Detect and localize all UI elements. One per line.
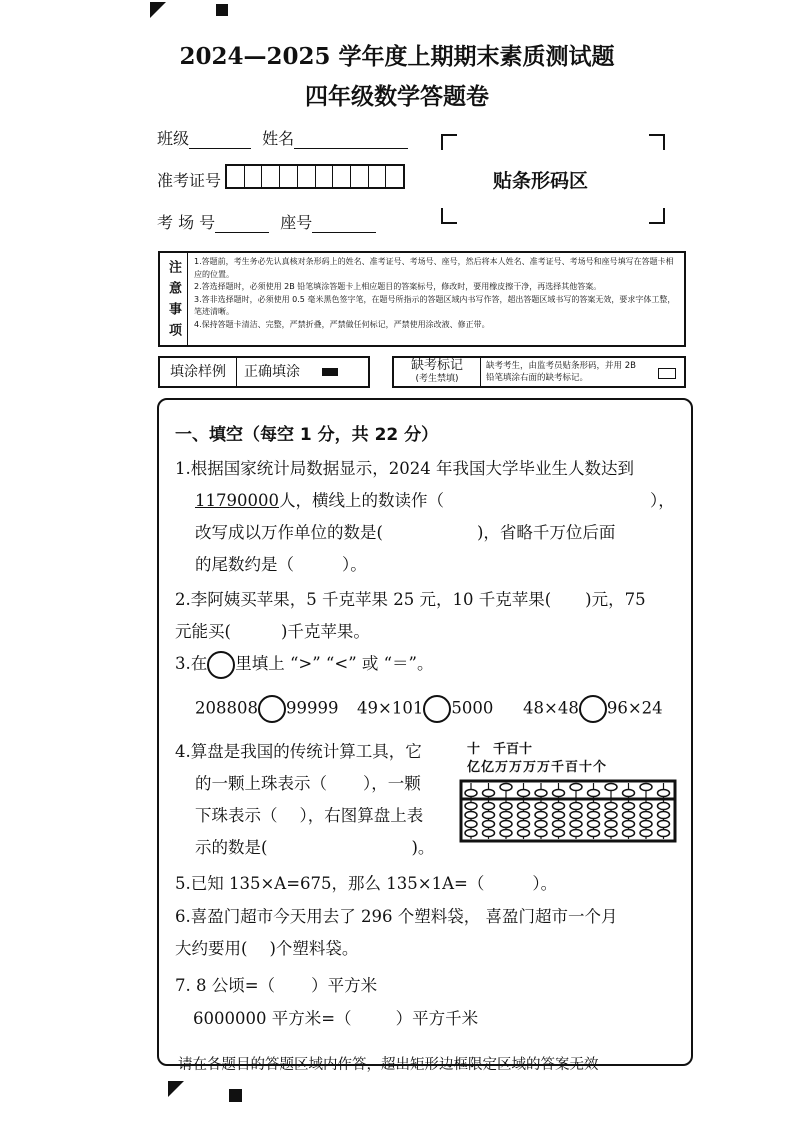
room-row [157, 210, 376, 233]
registration-mark-triangle-top [150, 2, 166, 18]
absent-checkbox[interactable] [658, 368, 676, 379]
class-field[interactable] [189, 130, 251, 149]
correct-fill-mark [322, 368, 338, 376]
abacus-upper-bead [465, 790, 477, 797]
notice-item: 1.答题前，考生务必先认真核对条形码上的姓名、准考证号、考场号、座号，然后将本人姓名、准考证号、考场号和座号填写在答题卡相应的位置。 [194, 257, 674, 279]
question-4-line-2 [195, 770, 421, 794]
abacus-lower-bead [640, 830, 652, 837]
question-4-line-1: 4.算盘是我国的传统计算工具，它 [175, 742, 422, 761]
id-number-boxes[interactable] [225, 164, 405, 189]
question-3-line-1 [175, 650, 434, 679]
class-label: 班级 [157, 129, 190, 148]
abacus-lower-bead [518, 821, 530, 828]
question-6-line-1: 6.喜盈门超市今天用去了 296 个塑料袋， 喜盈门超市一个月 [175, 907, 618, 926]
question-5-text-end: ）。 [532, 874, 558, 893]
question-2-line-2 [175, 618, 370, 642]
abacus-lower-bead [658, 803, 670, 810]
abacus-lower-bead [588, 830, 600, 837]
abacus-upper-bead [535, 790, 547, 797]
compare-right: 96×24 [606, 698, 663, 718]
question-3-text: 3.在 [175, 654, 208, 673]
barcode-area-label: 贴条形码区 [493, 170, 589, 192]
page-subtitle: 四年级数学答题卷 [305, 83, 489, 110]
question-4-line-4 [195, 834, 434, 858]
abacus-lower-bead [570, 821, 582, 828]
question-7-text-end: ）平方米 [311, 976, 378, 995]
notice-heading: 注意事项 [160, 253, 188, 345]
question-1-text: 的尾数约是（ [195, 555, 294, 574]
abacus-lower-bead [553, 830, 565, 837]
abacus-lower-bead [640, 803, 652, 810]
abacus-lower-bead [483, 803, 495, 810]
compare-circle[interactable] [423, 695, 451, 723]
abacus-lower-bead [465, 830, 477, 837]
abacus-lower-bead [623, 803, 635, 810]
question-3-item-b [357, 695, 493, 723]
abacus-upper-bead [483, 790, 495, 797]
abacus-rods [465, 783, 670, 839]
abacus-upper-bead [518, 790, 530, 797]
abacus-lower-bead [483, 812, 495, 819]
abacus-upper-bead [570, 784, 582, 791]
question-4-text: 下珠表示（ [195, 806, 278, 825]
seat-field[interactable] [312, 214, 376, 233]
abacus-lower-bead [553, 803, 565, 810]
abacus-illustration [459, 779, 677, 843]
abacus-lower-bead [640, 821, 652, 828]
correct-fill-label: 正确填涂 [244, 364, 300, 380]
compare-left: 208808 [195, 698, 258, 718]
question-5 [175, 870, 557, 894]
circle-icon [207, 651, 235, 679]
abacus-upper-bead [658, 790, 670, 797]
abacus-lower-bead [483, 830, 495, 837]
question-5-text: 5.已知 135×A=675，那么 135×1A=（ [175, 874, 485, 893]
page-title: 2024—2025 学年度上期期末素质测试题 [179, 43, 615, 70]
abacus-lower-bead [518, 830, 530, 837]
notice-item: 2.答选择题时，必须使用 2B 铅笔填涂答题卡上相应题目的答案标号，修改时，要用橡皮擦干净，再选择其他答案。 [194, 282, 602, 291]
notice-item: 3.答非选择题时，必须使用 0.5 毫米黑色签字笔，在题号所指示的答题区域内书写作答，超出答题区域书写的答案无效，要求字体工整，笔迹清晰。 [194, 294, 676, 316]
question-6-text-end: )个塑料袋。 [269, 939, 359, 958]
abacus-lower-bead [535, 830, 547, 837]
question-3-item-c [523, 695, 663, 723]
class-row [157, 126, 408, 149]
compare-left: 49×101 [357, 698, 424, 718]
abacus-upper-bead [640, 784, 652, 791]
abacus-lower-bead [465, 821, 477, 828]
question-1-text-end: ）。 [342, 555, 367, 574]
absent-sublabel: (考生禁填) [415, 374, 459, 384]
abacus-lower-bead [535, 812, 547, 819]
question-2-text-end: )千克苹果。 [280, 622, 370, 641]
question-1-line-2 [195, 487, 675, 511]
abacus-upper-bead [553, 790, 565, 797]
barcode-corner-tl [441, 134, 457, 150]
question-1-line-4 [195, 551, 367, 575]
question-1-text-end: ）， [649, 491, 675, 510]
question-4-text: 的一颗上珠表示（ [195, 774, 327, 793]
abacus-lower-bead [553, 812, 565, 819]
fill-sample-box [158, 356, 370, 388]
section-title: 一、填空（每空 1 分，共 22 分） [175, 425, 439, 445]
abacus-lower-bead [483, 821, 495, 828]
abacus-lower-bead [500, 821, 512, 828]
question-3-text-end: 里填上 “>” “<” 或 “＝”。 [235, 654, 434, 673]
abacus-lower-bead [640, 812, 652, 819]
abacus-lower-bead [588, 821, 600, 828]
abacus-lower-bead [465, 803, 477, 810]
absent-label-cell [394, 358, 481, 386]
abacus-upper-bead [623, 790, 635, 797]
abacus-lower-bead [658, 821, 670, 828]
question-3-item-a [195, 695, 339, 723]
id-label: 准考证号 [157, 171, 222, 190]
compare-right: 5000 [451, 698, 494, 718]
abacus-lower-bead [658, 812, 670, 819]
abacus-lower-bead [518, 803, 530, 810]
abacus-lower-bead [535, 803, 547, 810]
abacus-lower-bead [623, 830, 635, 837]
abacus-lower-bead [658, 830, 670, 837]
barcode-corner-bl [441, 208, 457, 224]
abacus-lower-bead [605, 830, 617, 837]
question-7-line-1 [175, 972, 377, 996]
compare-left: 48×48 [523, 698, 579, 718]
notice-box [158, 251, 686, 347]
abacus-lower-bead [570, 803, 582, 810]
abacus-lower-bead [465, 812, 477, 819]
room-label: 考 场 号 [157, 213, 216, 232]
abacus-lower-bead [623, 812, 635, 819]
abacus-place-labels-top: 十 千百十 [467, 742, 533, 757]
question-4-text: 示的数是( [195, 838, 268, 857]
abacus-lower-bead [570, 830, 582, 837]
abacus-lower-bead [500, 830, 512, 837]
question-1-text-end: )，省略千万位后面 [476, 523, 616, 542]
abacus-place-labels: 亿亿万万万万千百十个 [467, 760, 608, 775]
fill-sample-label: 填涂样例 [160, 358, 237, 386]
abacus-lower-bead [588, 803, 600, 810]
question-2-line-1 [175, 586, 646, 610]
abacus-lower-bead [500, 812, 512, 819]
abacus-lower-bead [588, 812, 600, 819]
abacus-lower-bead [605, 812, 617, 819]
abacus-lower-bead [518, 812, 530, 819]
abacus-upper-bead [500, 784, 512, 791]
registration-mark-square-top [216, 4, 228, 16]
abacus-upper-bead [588, 790, 600, 797]
compare-circle[interactable] [258, 695, 286, 723]
abacus-lower-bead [535, 821, 547, 828]
footer-note: 请在各题目的答题区域内作答，超出矩形边框限定区域的答案无效 [178, 1057, 599, 1073]
name-label: 姓名 [262, 129, 295, 148]
question-2-text: 2.李阿姨买苹果，5 千克苹果 25 元，10 千克苹果( [175, 590, 552, 609]
abacus-lower-bead [623, 821, 635, 828]
question-2-text-end: )元，75 [585, 590, 646, 609]
question-4-text-end: ），一颗 [363, 774, 421, 793]
question-4-text-end: )。 [411, 838, 435, 857]
abacus-lower-bead [553, 821, 565, 828]
question-7-text-end: ）平方千米 [395, 1009, 479, 1028]
question-7-text: 7. 8 公顷=（ [175, 976, 276, 995]
absent-box [392, 356, 686, 388]
room-field[interactable] [215, 214, 269, 233]
question-1-line-1: 1.根据国家统计局数据显示，2024 年我国大学毕业生人数达到 [175, 459, 634, 478]
question-2-text: 元能买( [175, 622, 231, 641]
question-1-text: 人，横线上的数读作（ [278, 491, 444, 510]
question-4-text-end: ），右图算盘上表 [299, 806, 424, 825]
abacus-lower-bead [500, 803, 512, 810]
question-1-number: 11790000 [195, 491, 279, 510]
abacus-lower-bead [605, 821, 617, 828]
answer-area [157, 398, 693, 1066]
question-7-line-2 [193, 1005, 478, 1029]
notice-item: 4.保持答题卡清洁、完整，严禁折叠，严禁做任何标记，严禁使用涂改液、修正带。 [194, 319, 490, 329]
absent-note: 缺考考生，由监考员贴条形码，并用 2B 铅笔填涂右面的缺考标记。 [486, 361, 636, 383]
barcode-corner-tr [649, 134, 665, 150]
abacus-upper-bead [605, 784, 617, 791]
question-6-line-2 [175, 935, 358, 959]
question-4-line-3 [195, 802, 423, 826]
registration-mark-square-bottom [229, 1089, 242, 1102]
abacus-lower-bead [570, 812, 582, 819]
question-1-text: 改写成以万作单位的数是( [195, 523, 383, 542]
compare-circle[interactable] [579, 695, 607, 723]
question-6-text: 大约要用( [175, 939, 248, 958]
barcode-corner-br [649, 208, 665, 224]
compare-right: 99999 [286, 698, 339, 718]
name-field[interactable] [294, 130, 408, 149]
question-1-line-3 [195, 519, 615, 543]
registration-mark-triangle-bottom [168, 1081, 184, 1097]
question-7-text: 6000000 平方米=（ [193, 1009, 352, 1028]
seat-label: 座号 [280, 213, 313, 232]
absent-label: 缺考标记 [410, 358, 463, 373]
abacus-lower-bead [605, 803, 617, 810]
notice-items [194, 256, 678, 331]
